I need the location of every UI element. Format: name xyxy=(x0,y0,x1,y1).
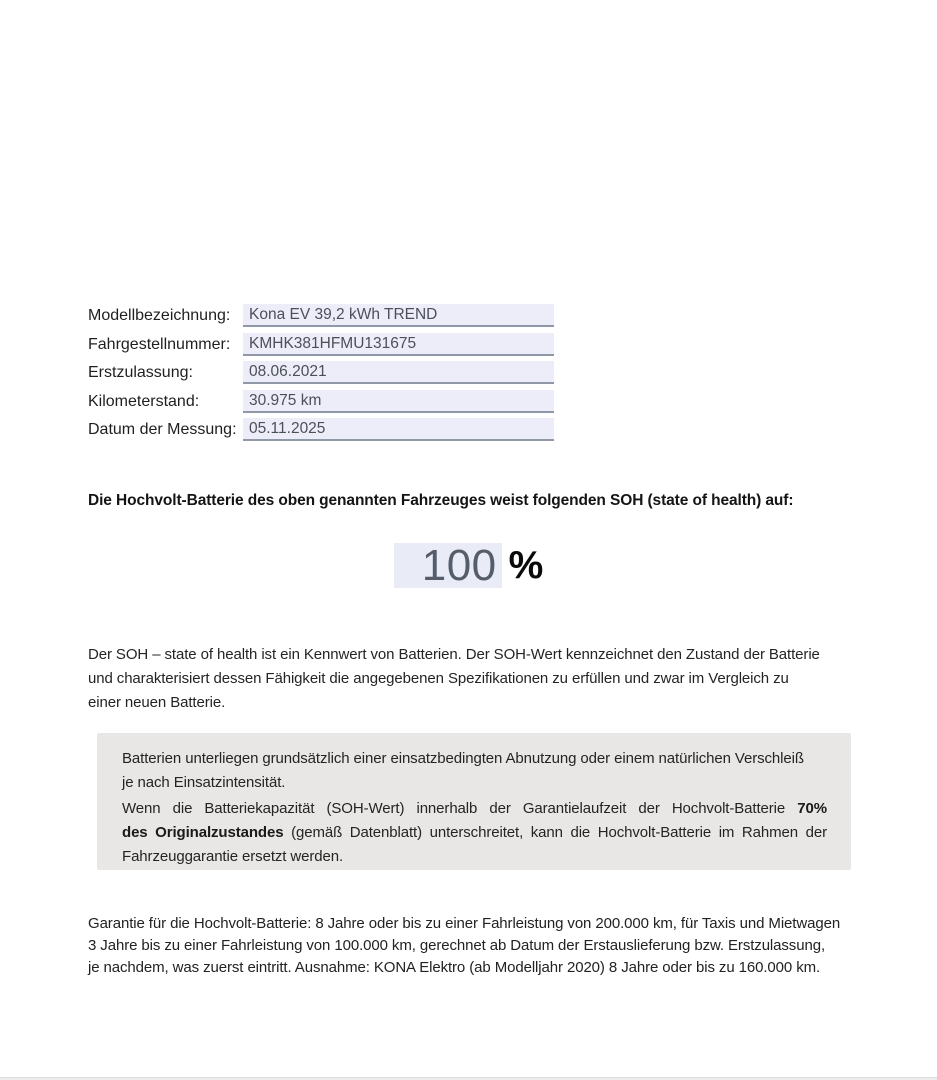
measurement-date-label: Datum der Messung: xyxy=(88,421,237,438)
paragraph-line: je nachdem, was zuerst eintritt. Ausnahme: KONA Elektro (ab Modelljahr 2020) 8 Jahre oder bis zu 160.000 km. xyxy=(88,959,821,976)
mileage-label: Kilometerstand: xyxy=(88,392,200,410)
notice-paragraph-warranty-threshold xyxy=(122,797,827,869)
measurement-date-field[interactable]: 05.11.2025 xyxy=(243,418,554,441)
notice-paragraph-wear xyxy=(122,747,827,795)
paragraph-line: je nach Einsatzintensität. xyxy=(122,774,286,791)
form-row-first-registration xyxy=(88,361,554,384)
paragraph-line xyxy=(122,797,827,821)
bold-threshold-value: 70% xyxy=(797,800,827,817)
paragraph-line xyxy=(122,821,827,845)
first-registration-field[interactable]: 08.06.2021 xyxy=(243,361,554,384)
form-row-vin xyxy=(88,333,554,356)
wear-notice-box xyxy=(97,733,851,870)
vin-field[interactable]: KMHK381HFMU131675 xyxy=(243,333,554,356)
paragraph-line: Garantie für die Hochvolt-Batterie: 8 Jahre oder bis zu einer Fahrleistung von 200.000 km, für Taxis und Mietwagen xyxy=(88,915,841,932)
line-text: Wenn die Batteriekapazität (SOH-Wert) innerhalb der Garantielaufzeit der Hochvolt-Batterie xyxy=(122,800,786,817)
form-row-measurement-date xyxy=(88,418,554,441)
form-row-model xyxy=(88,304,554,327)
soh-definition-paragraph xyxy=(88,643,858,715)
vin-label: Fahrgestellnummer: xyxy=(88,335,231,353)
paragraph-line: einer neuen Batterie. xyxy=(88,694,226,711)
soh-value-row xyxy=(0,540,937,590)
form-row-mileage xyxy=(88,390,554,413)
paragraph-line: Der SOH – state of health ist ein Kennwert von Batterien. Der SOH-Wert kennzeichnet den Zustand der Batterie xyxy=(88,646,820,663)
paragraph-line: Fahrzeuggarantie ersetzt werden. xyxy=(122,848,344,865)
paragraph-line: 3 Jahre bis zu einer Fahrleistung von 100.000 km, gerechnet ab Datum der Erstauslieferung bzw. Erstzulassung, xyxy=(88,937,826,954)
vehicle-data-form xyxy=(88,304,554,447)
soh-value-field[interactable]: 100 xyxy=(394,543,502,588)
paragraph-line: und charakterisiert dessen Fähigkeit die angegebenen Spezifikationen zu erfüllen und zwar im Vergleich zu xyxy=(88,670,789,687)
paragraph-line: Batterien unterliegen grundsätzlich einer einsatzbedingten Abnutzung oder einem natürlichen Verschleiß xyxy=(122,750,804,767)
mileage-field[interactable]: 30.975 km xyxy=(243,390,554,413)
line-text: (gemäß Datenblatt) unterschreitet, kann die Hochvolt-Batterie im Rahmen der xyxy=(291,824,827,841)
bold-threshold-text: des Originalzustandes xyxy=(122,824,284,841)
percent-sign: % xyxy=(508,543,544,587)
soh-statement: Die Hochvolt-Batterie des oben genannten Fahrzeuges weist folgenden SOH (state of health) auf: xyxy=(88,492,794,509)
model-label: Modellbezeichnung: xyxy=(88,307,231,324)
model-field[interactable]: Kona EV 39,2 kWh TREND xyxy=(243,304,554,327)
warranty-paragraph xyxy=(88,913,858,979)
first-registration-label: Erstzulassung: xyxy=(88,364,193,381)
